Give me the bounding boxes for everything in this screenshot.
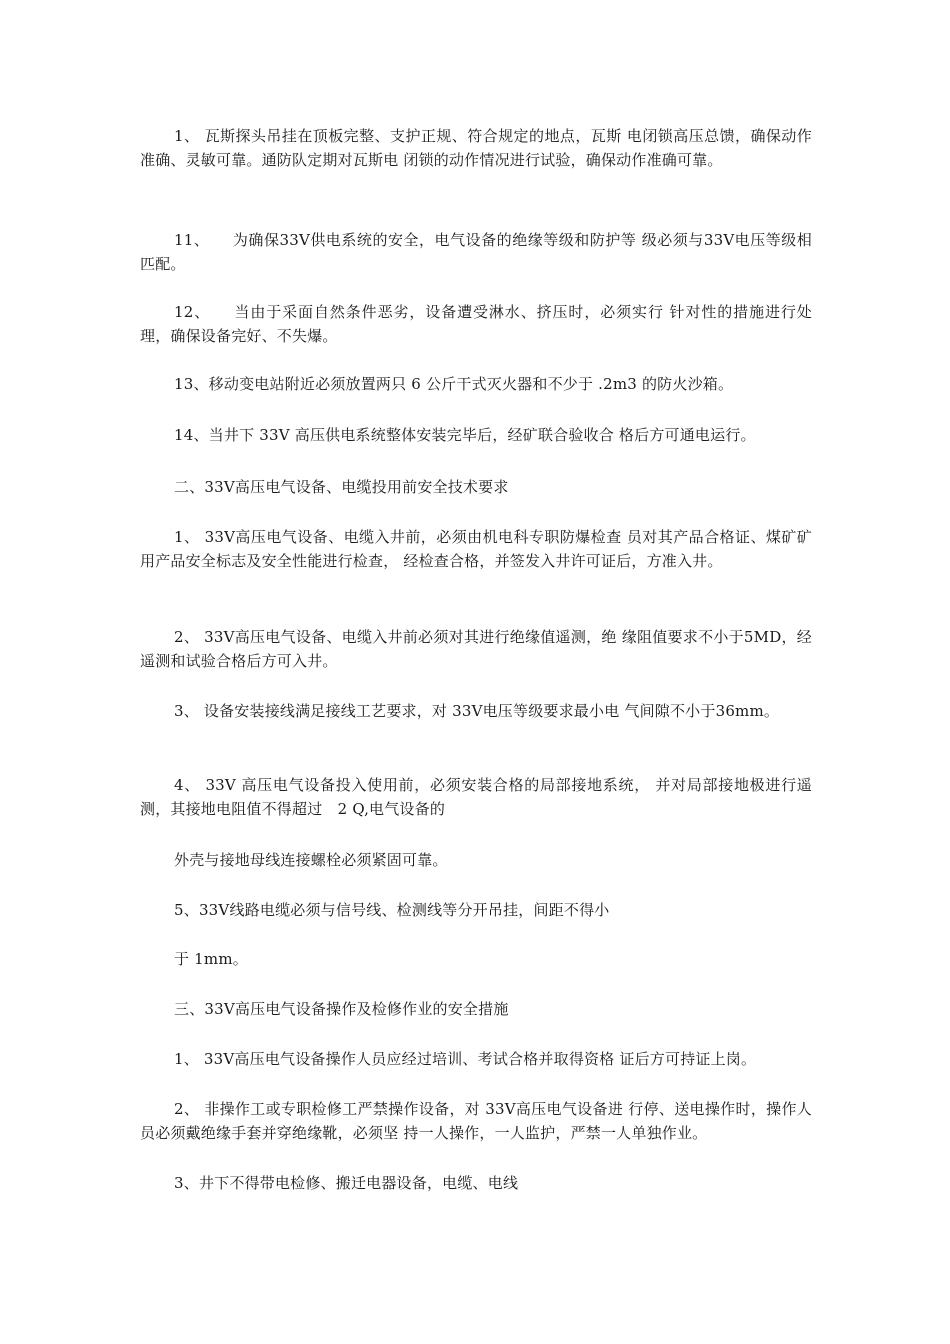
section-heading-3: 三、33V高压电气设备操作及检修作业的安全措施 bbox=[174, 1000, 509, 1018]
paragraph-sec3-item-2: 2、 非操作工或专职检修工严禁操作设备，对 33V高压电气设备进 行停、送电操作时，操作人员必须戴绝缘手套并穿绝缘靴，必须坚 持一人操作，一人监护，严禁一人单独作业。 bbox=[140, 1100, 812, 1142]
paragraph-item-14: 14、当井下 33V 高压供电系统整体安装完毕后，经矿联合验收合 格后方可通电运行。 bbox=[174, 426, 756, 444]
paragraph-gas-sensor: 1、 瓦斯探头吊挂在顶板完整、支护正规、符合规定的地点，瓦斯 电闭锁高压总馈，确保动作准确、灵敏可靠。通防队定期对瓦斯电 闭锁的动作情况进行试验，确保动作准确可靠。 bbox=[140, 127, 812, 169]
paragraph-item-11: 11、 为确保33V供电系统的安全，电气设备的绝缘等级和防护等 级必须与33V电压等级相匹配。 bbox=[140, 231, 812, 273]
paragraph-sec3-item-3: 3、井下不得带电检修、搬迁电器设备，电缆、电线 bbox=[174, 1174, 519, 1192]
section-heading-2: 二、33V高压电气设备、电缆投用前安全技术要求 bbox=[174, 478, 509, 496]
paragraph-sec3-item-1: 1、 33V高压电气设备操作人员应经过培训、考试合格并取得资格 证后方可持证上岗。 bbox=[174, 1050, 757, 1068]
paragraph-item-13: 13、移动变电站附近必须放置两只 6 公斤干式灭火器和不少于 .2m3 的防火沙箱。 bbox=[174, 375, 734, 393]
paragraph-sec2-item-5-cont: 于 1mm。 bbox=[174, 950, 248, 968]
paragraph-sec2-item-1: 1、 33V高压电气设备、电缆入井前，必须由机电科专职防爆检查 员对其产品合格证、煤矿矿用产品安全标志及安全性能进行检查， 经检查合格，并签发入井许可证后，方准入井。 bbox=[140, 528, 812, 570]
paragraph-sec2-item-4-cont: 外壳与接地母线连接螺栓必须紧固可靠。 bbox=[174, 851, 448, 869]
paragraph-sec2-item-5: 5、33V线路电缆必须与信号线、检测线等分开吊挂，间距不得小 bbox=[174, 901, 610, 919]
paragraph-sec2-item-2: 2、 33V高压电气设备、电缆入井前必须对其进行绝缘值遥测，绝 缘阻值要求不小于5MD，经遥测和试验合格后方可入井。 bbox=[140, 628, 812, 670]
paragraph-item-12: 12、 当由于采面自然条件恶劣，设备遭受淋水、挤压时，必须实行 针对性的措施进行处理，确保设备完好、不失爆。 bbox=[140, 303, 812, 345]
paragraph-sec2-item-3: 3、 设备安装接线满足接线工艺要求，对 33V电压等级要求最小电 气间隙不小于36mm。 bbox=[174, 702, 780, 720]
paragraph-sec2-item-4: 4、 33V 高压电气设备投入使用前，必须安装合格的局部接地系统， 并对局部接地极进行遥测，其接地电阻值不得超过 2 Q,电气设备的 bbox=[140, 776, 812, 818]
